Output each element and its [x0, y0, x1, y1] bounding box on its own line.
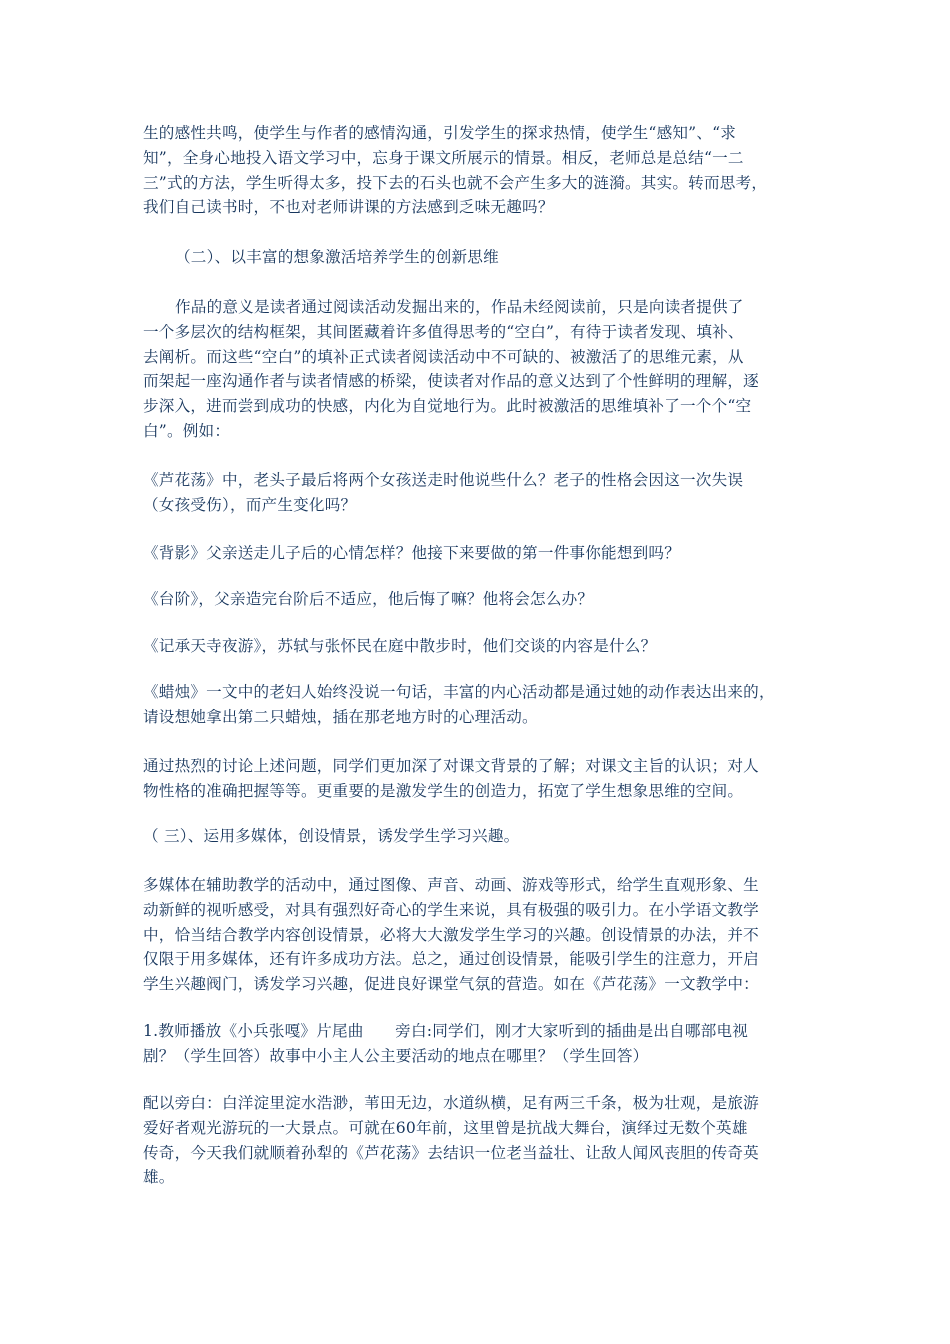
text-line: 一个多层次的结构框架，其间匿藏着许多值得思考的“空白”，有待于读者发现、填补、: [143, 322, 744, 341]
paragraph-imagination: [143, 295, 811, 444]
paragraph-example-3: [143, 587, 811, 612]
text-line: 《芦花荡》中，老头子最后将两个女孩送走时他说些什么？老子的性格会因这一次失误: [143, 471, 744, 489]
text-line: 中，恰当结合教学内容创设情景，必将大大激发学生学习的兴趣。创设情景的办法，并不: [143, 925, 759, 944]
text-line: 多媒体在辅助教学的活动中，通过图像、声音、动画、游戏等形式，给学生直观形象、生: [143, 876, 759, 894]
paragraph-example-5: [143, 680, 811, 730]
text-line: 1.教师播放《小兵张嘎》片尾曲 旁白:同学们，刚才大家听到的插曲是出自哪部电视: [143, 1022, 749, 1040]
text-line: 请设想她拿出第二只蜡烛，插在那老地方时的心理活动。: [143, 707, 538, 726]
heading-text: （二）、以丰富的想象激活培养学生的创新思维: [175, 248, 499, 266]
text-line: 通过热烈的讨论上述问题，同学们更加深了对课文背景的了解；对课文主旨的认识；对人: [143, 757, 759, 775]
text-line: 《背影》父亲送走儿子后的心情怎样？他接下来要做的第一件事你能想到吗？: [143, 544, 680, 562]
text-line: 《蜡烛》一文中的老妇人始终没说一句话，丰富的内心活动都是通过她的动作表达出来的，: [143, 683, 775, 701]
text-line: （女孩受伤），而产生变化吗？: [143, 495, 357, 514]
text-line: 《记承天寺夜游》，苏轼与张怀民在庭中散步时，他们交谈的内容是什么？: [143, 637, 657, 655]
text-line: 仅限于用多媒体，还有许多成功方法。总之，通过创设情景，能吸引学生的注意力，开启: [143, 950, 759, 969]
text-line: 传奇，今天我们就顺着孙犁的《芦花荡》去结识一位老当益壮、让敌人闻风丧胆的传奇英: [143, 1143, 759, 1162]
text-line: 步深入，进而尝到成功的快感，内化为自觉地行为。此时被激活的思维填补了一个个“空: [143, 397, 752, 416]
paragraph-discussion-summary: [143, 754, 811, 804]
paragraph-narration: [143, 1091, 811, 1190]
section-heading-3: [143, 824, 811, 849]
paragraph-example-2: [143, 541, 811, 566]
paragraph-step-1: [143, 1019, 811, 1069]
text-line: 《台阶》，父亲造完台阶后不适应，他后悔了嘛？他将会怎么办？: [143, 590, 594, 608]
text-line: 知”，全身心地投入语文学习中，忘身于课文所展示的情景。相反，老师总是总结“一二: [143, 148, 744, 167]
text-line: 动新鲜的视听感受，对具有强烈好奇心的学生来说，具有极强的吸引力。在小学语文教学: [143, 900, 759, 919]
text-line: 剧？（学生回答）故事中小主人公主要活动的地点在哪里？（学生回答）: [143, 1046, 649, 1065]
paragraph-example-4: [143, 634, 811, 659]
text-line: 白”。例如：: [143, 421, 231, 440]
text-line: 作品的意义是读者通过阅读活动发掘出来的，作品未经阅读前，只是向读者提供了: [175, 298, 744, 316]
text-line: 爱好者观光游玩的一大景点。可就在60年前，这里曾是抗战大舞台，演绎过无数个英雄: [143, 1118, 748, 1137]
text-line: 我们自己读书时，不也对老师讲课的方法感到乏味无趣吗？: [143, 198, 554, 217]
text-line: 去阐析。而这些“空白”的填补正式读者阅读活动中不可缺的、被激活了的思维元素，从: [143, 347, 744, 366]
section-heading-2: [143, 245, 811, 270]
paragraph-multimedia: [143, 873, 811, 997]
paragraph-example-1: [143, 468, 811, 518]
heading-text: （ 三）、运用多媒体，创设情景，诱发学生学习兴趣。: [143, 827, 520, 845]
text-line: 三”式的方法，学生听得太多，投下去的石头也就不会产生多大的涟漪。其实。转而思考，: [143, 173, 768, 192]
text-line: 物性格的准确把握等等。更重要的是激发学生的创造力，拓宽了学生想象思维的空间。: [143, 781, 744, 800]
text-line: 而架起一座沟通作者与读者情感的桥梁，使读者对作品的意义达到了个性鲜明的理解，逐: [143, 372, 759, 391]
text-line: 学生兴趣阀门，诱发学习兴趣，促进良好课堂气氛的营造。如在《芦花荡》一文教学中：: [143, 975, 759, 994]
text-line: 配以旁白：白洋淀里淀水浩渺，苇田无边，水道纵横，足有两三千条，极为壮观，是旅游: [143, 1094, 759, 1112]
paragraph-intro-continuation: [143, 121, 811, 220]
text-line: 生的感性共鸣，使学生与作者的感情沟通，引发学生的探求热情，使学生“感知”、“求: [143, 124, 737, 142]
text-line: 雄。: [143, 1168, 175, 1187]
